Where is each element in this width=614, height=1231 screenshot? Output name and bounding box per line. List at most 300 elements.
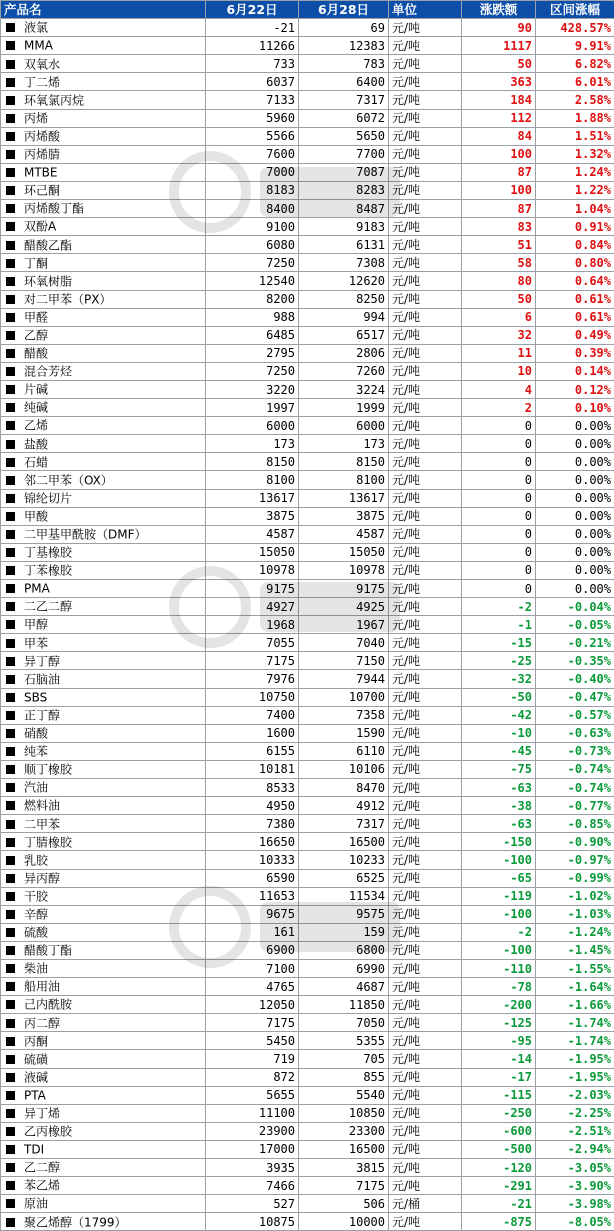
unit: 元/吨: [389, 55, 462, 73]
black-square-icon: [6, 41, 15, 50]
unit: 元/吨: [389, 236, 462, 254]
change-percent: 0.64%: [536, 272, 614, 290]
price-end: 4925: [299, 598, 389, 616]
unit: 元/吨: [389, 833, 462, 851]
price-start: 7250: [206, 362, 299, 380]
table-row: [1, 760, 614, 778]
product-name: 异丁烯: [24, 1107, 60, 1121]
price-end: 5355: [299, 1032, 389, 1050]
price-end: 2806: [299, 344, 389, 362]
price-start: 6037: [206, 73, 299, 91]
price-start: 6900: [206, 941, 299, 959]
product-cell: [1, 344, 206, 362]
change-amount: -95: [462, 1032, 536, 1050]
product-cell: [1, 688, 206, 706]
unit: 元/吨: [389, 308, 462, 326]
unit: 元/吨: [389, 1159, 462, 1177]
price-start: 1968: [206, 616, 299, 634]
table-row: [1, 815, 614, 833]
unit: 元/吨: [389, 507, 462, 525]
product-cell: [1, 742, 206, 760]
table-row: [1, 1032, 614, 1050]
table-row: [1, 471, 614, 489]
table-row: [1, 380, 614, 398]
product-cell: [1, 37, 206, 55]
change-amount: 0: [462, 489, 536, 507]
change-amount: -291: [462, 1177, 536, 1195]
price-start: 872: [206, 1068, 299, 1086]
price-start: 10750: [206, 688, 299, 706]
unit: 元/吨: [389, 1050, 462, 1068]
product-name: 异丁醇: [24, 654, 60, 668]
product-cell: [1, 815, 206, 833]
table-row: [1, 706, 614, 724]
change-amount: 100: [462, 181, 536, 199]
black-square-icon: [6, 259, 15, 268]
table-row: [1, 145, 614, 163]
change-amount: 58: [462, 254, 536, 272]
change-amount: -10: [462, 724, 536, 742]
product-name: 丁二烯: [24, 75, 60, 89]
product-cell: [1, 525, 206, 543]
black-square-icon: [6, 313, 15, 322]
unit: 元/吨: [389, 344, 462, 362]
table-row: [1, 272, 614, 290]
product-name: 船用油: [24, 980, 60, 994]
product-cell: [1, 127, 206, 145]
change-amount: -38: [462, 797, 536, 815]
product-name: 丁腈橡胶: [24, 835, 72, 849]
unit: 元/吨: [389, 760, 462, 778]
product-cell: [1, 1050, 206, 1068]
table-row: [1, 923, 614, 941]
price-end: 6072: [299, 109, 389, 127]
change-amount: 2: [462, 399, 536, 417]
table-row: [1, 996, 614, 1014]
price-end: 69: [299, 19, 389, 37]
product-name: 二乙二醇: [24, 600, 72, 614]
price-end: 1967: [299, 616, 389, 634]
price-start: 13617: [206, 489, 299, 507]
black-square-icon: [6, 620, 15, 629]
black-square-icon: [6, 982, 15, 991]
product-cell: [1, 760, 206, 778]
change-amount: -50: [462, 688, 536, 706]
product-name: 环氧氯丙烷: [24, 93, 84, 107]
change-amount: -115: [462, 1086, 536, 1104]
product-cell: [1, 616, 206, 634]
table-row: [1, 181, 614, 199]
unit: 元/吨: [389, 254, 462, 272]
change-percent: -0.90%: [536, 833, 614, 851]
table-row: [1, 417, 614, 435]
product-cell: [1, 724, 206, 742]
change-amount: -250: [462, 1104, 536, 1122]
change-percent: 0.91%: [536, 218, 614, 236]
black-square-icon: [6, 675, 15, 684]
price-end: 10233: [299, 851, 389, 869]
product-cell: [1, 272, 206, 290]
table-row: [1, 1050, 614, 1068]
product-cell: [1, 435, 206, 453]
change-percent: -2.03%: [536, 1086, 614, 1104]
product-name: 双酚A: [24, 220, 56, 234]
product-name: 盐酸: [24, 437, 48, 451]
table-row: [1, 127, 614, 145]
black-square-icon: [6, 1109, 15, 1118]
price-start: 6155: [206, 742, 299, 760]
unit: 元/吨: [389, 1032, 462, 1050]
change-amount: -63: [462, 779, 536, 797]
change-percent: -1.55%: [536, 959, 614, 977]
price-start: 5566: [206, 127, 299, 145]
price-end: 13617: [299, 489, 389, 507]
change-percent: -1.64%: [536, 978, 614, 996]
change-percent: 0.49%: [536, 326, 614, 344]
product-name: 甲醇: [24, 618, 48, 632]
change-amount: 0: [462, 525, 536, 543]
change-percent: 428.57%: [536, 19, 614, 37]
price-start: 6080: [206, 236, 299, 254]
product-cell: [1, 652, 206, 670]
unit: 元/吨: [389, 326, 462, 344]
change-amount: 0: [462, 453, 536, 471]
product-name: 丙二醇: [24, 1016, 60, 1030]
table-row: [1, 688, 614, 706]
price-start: 988: [206, 308, 299, 326]
price-end: 159: [299, 923, 389, 941]
price-end: 8250: [299, 290, 389, 308]
price-end: 173: [299, 435, 389, 453]
change-percent: -1.66%: [536, 996, 614, 1014]
unit: 元/吨: [389, 417, 462, 435]
product-cell: [1, 561, 206, 579]
change-amount: -14: [462, 1050, 536, 1068]
price-start: 733: [206, 55, 299, 73]
price-end: 7087: [299, 163, 389, 181]
price-start: 8200: [206, 290, 299, 308]
price-end: 506: [299, 1195, 389, 1213]
black-square-icon: [6, 367, 15, 376]
table-row: [1, 290, 614, 308]
black-square-icon: [6, 114, 15, 123]
change-amount: -100: [462, 905, 536, 923]
product-cell: [1, 978, 206, 996]
price-start: 9100: [206, 218, 299, 236]
product-cell: [1, 380, 206, 398]
table-row: [1, 634, 614, 652]
product-name: 甲醛: [24, 310, 48, 324]
product-cell: [1, 598, 206, 616]
change-amount: 0: [462, 435, 536, 453]
unit: 元/吨: [389, 127, 462, 145]
price-end: 8487: [299, 200, 389, 218]
unit: 元/吨: [389, 163, 462, 181]
change-amount: -2: [462, 923, 536, 941]
price-start: 7133: [206, 91, 299, 109]
change-percent: 6.82%: [536, 55, 614, 73]
change-amount: -200: [462, 996, 536, 1014]
change-percent: -0.99%: [536, 869, 614, 887]
price-end: 6000: [299, 417, 389, 435]
unit: 元/吨: [389, 580, 462, 598]
price-start: 9175: [206, 580, 299, 598]
black-square-icon: [6, 476, 15, 485]
unit: 元/吨: [389, 815, 462, 833]
black-square-icon: [6, 1091, 15, 1100]
product-name: 纯碱: [24, 401, 48, 415]
price-start: 8183: [206, 181, 299, 199]
product-cell: [1, 959, 206, 977]
price-end: 6131: [299, 236, 389, 254]
price-start: 7400: [206, 706, 299, 724]
unit: 元/吨: [389, 453, 462, 471]
product-name: TDI: [24, 1143, 44, 1157]
black-square-icon: [6, 295, 15, 304]
product-cell: [1, 254, 206, 272]
change-percent: -0.21%: [536, 634, 614, 652]
product-name: 液碱: [24, 1070, 48, 1084]
black-square-icon: [6, 566, 15, 575]
price-start: 719: [206, 1050, 299, 1068]
price-end: 7317: [299, 91, 389, 109]
table-row: [1, 561, 614, 579]
product-cell: [1, 326, 206, 344]
unit: 元/吨: [389, 1140, 462, 1158]
table-row: [1, 55, 614, 73]
table-row: [1, 959, 614, 977]
black-square-icon: [6, 78, 15, 87]
change-percent: 1.22%: [536, 181, 614, 199]
price-start: 6000: [206, 417, 299, 435]
black-square-icon: [6, 241, 15, 250]
table-row: [1, 670, 614, 688]
unit: 元/吨: [389, 779, 462, 797]
unit: 元/吨: [389, 272, 462, 290]
change-amount: -125: [462, 1014, 536, 1032]
change-amount: -15: [462, 634, 536, 652]
change-percent: -3.05%: [536, 1159, 614, 1177]
black-square-icon: [6, 711, 15, 720]
black-square-icon: [6, 639, 15, 648]
price-end: 7175: [299, 1177, 389, 1195]
product-name: 异丙醇: [24, 871, 60, 885]
unit: 元/吨: [389, 724, 462, 742]
black-square-icon: [6, 1037, 15, 1046]
price-start: 7055: [206, 634, 299, 652]
product-name: 丁苯橡胶: [24, 564, 72, 578]
product-cell: [1, 996, 206, 1014]
unit: 元/吨: [389, 1014, 462, 1032]
product-name: 乙二醇: [24, 1161, 60, 1175]
price-start: 7250: [206, 254, 299, 272]
change-amount: -875: [462, 1213, 536, 1231]
unit: 元/吨: [389, 37, 462, 55]
change-amount: -21: [462, 1195, 536, 1213]
black-square-icon: [6, 1127, 15, 1136]
black-square-icon: [6, 512, 15, 521]
product-cell: [1, 869, 206, 887]
change-amount: -119: [462, 887, 536, 905]
change-amount: 90: [462, 19, 536, 37]
change-amount: -25: [462, 652, 536, 670]
change-percent: 1.32%: [536, 145, 614, 163]
price-end: 11850: [299, 996, 389, 1014]
change-amount: 0: [462, 561, 536, 579]
price-start: 10333: [206, 851, 299, 869]
change-amount: -32: [462, 670, 536, 688]
price-end: 7040: [299, 634, 389, 652]
change-percent: 0.00%: [536, 417, 614, 435]
change-percent: 0.14%: [536, 362, 614, 380]
price-start: 3935: [206, 1159, 299, 1177]
change-amount: 1117: [462, 37, 536, 55]
price-start: 10181: [206, 760, 299, 778]
price-start: 10978: [206, 561, 299, 579]
table-header-row: [1, 1, 614, 19]
unit: 元/吨: [389, 91, 462, 109]
change-percent: 0.00%: [536, 543, 614, 561]
table-row: [1, 91, 614, 109]
price-end: 1590: [299, 724, 389, 742]
product-name: 甲酸: [24, 509, 48, 523]
black-square-icon: [6, 150, 15, 159]
price-start: 7600: [206, 145, 299, 163]
black-square-icon: [6, 186, 15, 195]
unit: 元/吨: [389, 869, 462, 887]
change-amount: 87: [462, 200, 536, 218]
black-square-icon: [6, 331, 15, 340]
change-percent: 0.00%: [536, 435, 614, 453]
product-cell: [1, 1140, 206, 1158]
change-amount: 80: [462, 272, 536, 290]
price-end: 3224: [299, 380, 389, 398]
price-start: 173: [206, 435, 299, 453]
price-start: 7100: [206, 959, 299, 977]
unit: 元/吨: [389, 887, 462, 905]
black-square-icon: [6, 1145, 15, 1154]
black-square-icon: [6, 765, 15, 774]
price-start: 8150: [206, 453, 299, 471]
price-end: 7944: [299, 670, 389, 688]
change-percent: 0.00%: [536, 507, 614, 525]
black-square-icon: [6, 1073, 15, 1082]
price-start: 8400: [206, 200, 299, 218]
product-name: 硫酸: [24, 926, 48, 940]
price-end: 8150: [299, 453, 389, 471]
table-row: [1, 236, 614, 254]
change-percent: -0.35%: [536, 652, 614, 670]
price-start: 10875: [206, 1213, 299, 1231]
change-amount: 83: [462, 218, 536, 236]
black-square-icon: [6, 838, 15, 847]
product-cell: [1, 145, 206, 163]
unit: 元/吨: [389, 851, 462, 869]
product-name: 原油: [24, 1197, 48, 1211]
unit: 元/吨: [389, 471, 462, 489]
price-start: 1600: [206, 724, 299, 742]
black-square-icon: [6, 783, 15, 792]
product-name: 二甲苯: [24, 817, 60, 831]
black-square-icon: [6, 277, 15, 286]
product-cell: [1, 308, 206, 326]
product-cell: [1, 1213, 206, 1231]
product-name: 苯乙烯: [24, 1179, 60, 1193]
price-end: 6110: [299, 742, 389, 760]
black-square-icon: [6, 96, 15, 105]
product-cell: [1, 507, 206, 525]
price-start: 7380: [206, 815, 299, 833]
change-percent: -1.95%: [536, 1050, 614, 1068]
table-row: [1, 887, 614, 905]
product-cell: [1, 1032, 206, 1050]
price-start: 3220: [206, 380, 299, 398]
change-percent: 0.12%: [536, 380, 614, 398]
product-name: 己内酰胺: [24, 998, 72, 1012]
black-square-icon: [6, 403, 15, 412]
change-amount: 0: [462, 580, 536, 598]
change-percent: 0.00%: [536, 525, 614, 543]
change-percent: -3.98%: [536, 1195, 614, 1213]
change-percent: 0.39%: [536, 344, 614, 362]
product-name: PTA: [24, 1088, 46, 1102]
change-amount: 363: [462, 73, 536, 91]
product-cell: [1, 797, 206, 815]
black-square-icon: [6, 801, 15, 810]
change-percent: -0.97%: [536, 851, 614, 869]
product-cell: [1, 19, 206, 37]
price-end: 8100: [299, 471, 389, 489]
unit: 元/吨: [389, 362, 462, 380]
unit: 元/吨: [389, 543, 462, 561]
table-row: [1, 362, 614, 380]
change-amount: -150: [462, 833, 536, 851]
change-amount: -17: [462, 1068, 536, 1086]
product-name: 石脑油: [24, 672, 60, 686]
product-name: 双氧水: [24, 57, 60, 71]
black-square-icon: [6, 602, 15, 611]
table-row: [1, 73, 614, 91]
unit: 元/吨: [389, 1122, 462, 1140]
change-percent: -2.51%: [536, 1122, 614, 1140]
unit: 元/桶: [389, 1195, 462, 1213]
price-start: 6485: [206, 326, 299, 344]
product-cell: [1, 1068, 206, 1086]
product-cell: [1, 163, 206, 181]
price-end: 10850: [299, 1104, 389, 1122]
product-cell: [1, 706, 206, 724]
change-percent: 9.91%: [536, 37, 614, 55]
product-name: 燃料油: [24, 799, 60, 813]
black-square-icon: [6, 892, 15, 901]
table-row: [1, 869, 614, 887]
change-amount: -65: [462, 869, 536, 887]
product-cell: [1, 200, 206, 218]
black-square-icon: [6, 1218, 15, 1227]
product-cell: [1, 489, 206, 507]
price-end: 783: [299, 55, 389, 73]
product-name: 正丁醇: [24, 708, 60, 722]
change-percent: 1.04%: [536, 200, 614, 218]
change-percent: -8.05%: [536, 1213, 614, 1231]
price-start: 7175: [206, 652, 299, 670]
unit: 元/吨: [389, 797, 462, 815]
price-end: 9575: [299, 905, 389, 923]
unit: 元/吨: [389, 959, 462, 977]
product-name: PMA: [24, 582, 50, 596]
black-square-icon: [6, 132, 15, 141]
change-percent: -0.04%: [536, 598, 614, 616]
